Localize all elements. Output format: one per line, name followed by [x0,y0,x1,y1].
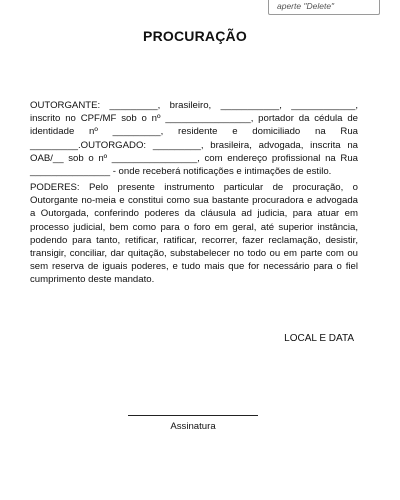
outorgante-paragraph: OUTORGANTE: _________, brasileiro, ___________, ____________, inscrito no CPF/MF sob o nº ________________, portador da cédula de identidade nº _________, residente e domiciliado na Rua _________.OUTORGADO: _________, brasileira, advogada, inscrita na OAB/__ sob o nº ________________, com endereço profissional na Rua _______________ - onde receberá notificações e intimações de estilo. [30,100,358,178]
signature-line [128,415,258,416]
delete-hint-box: aperte "Delete" [268,0,380,15]
poderes-paragraph: PODERES: Pelo presente instrumento particular de procuração, o Outorgante no-meia e constitui como sua bastante procuradora e advogada a Outorgada, conferindo poderes da cláusula ad judicia, para atuar em processo judicial, bem como para o foro em geral, até superior instância, podendo para tanto, retificar, ratificar, recorrer, fazer reclamação, desistir, transigir, conciliar, dar quitação, substabelecer no todo ou em parte com ou sem reserva de iguais poderes, e tudo mais que for necessário para o fiel cumprimento deste mandato. [30,182,358,286]
local-e-data: LOCAL E DATA [284,333,354,344]
document-title: PROCURAÇÃO [143,28,247,44]
signature-label: Assinatura [170,421,216,432]
